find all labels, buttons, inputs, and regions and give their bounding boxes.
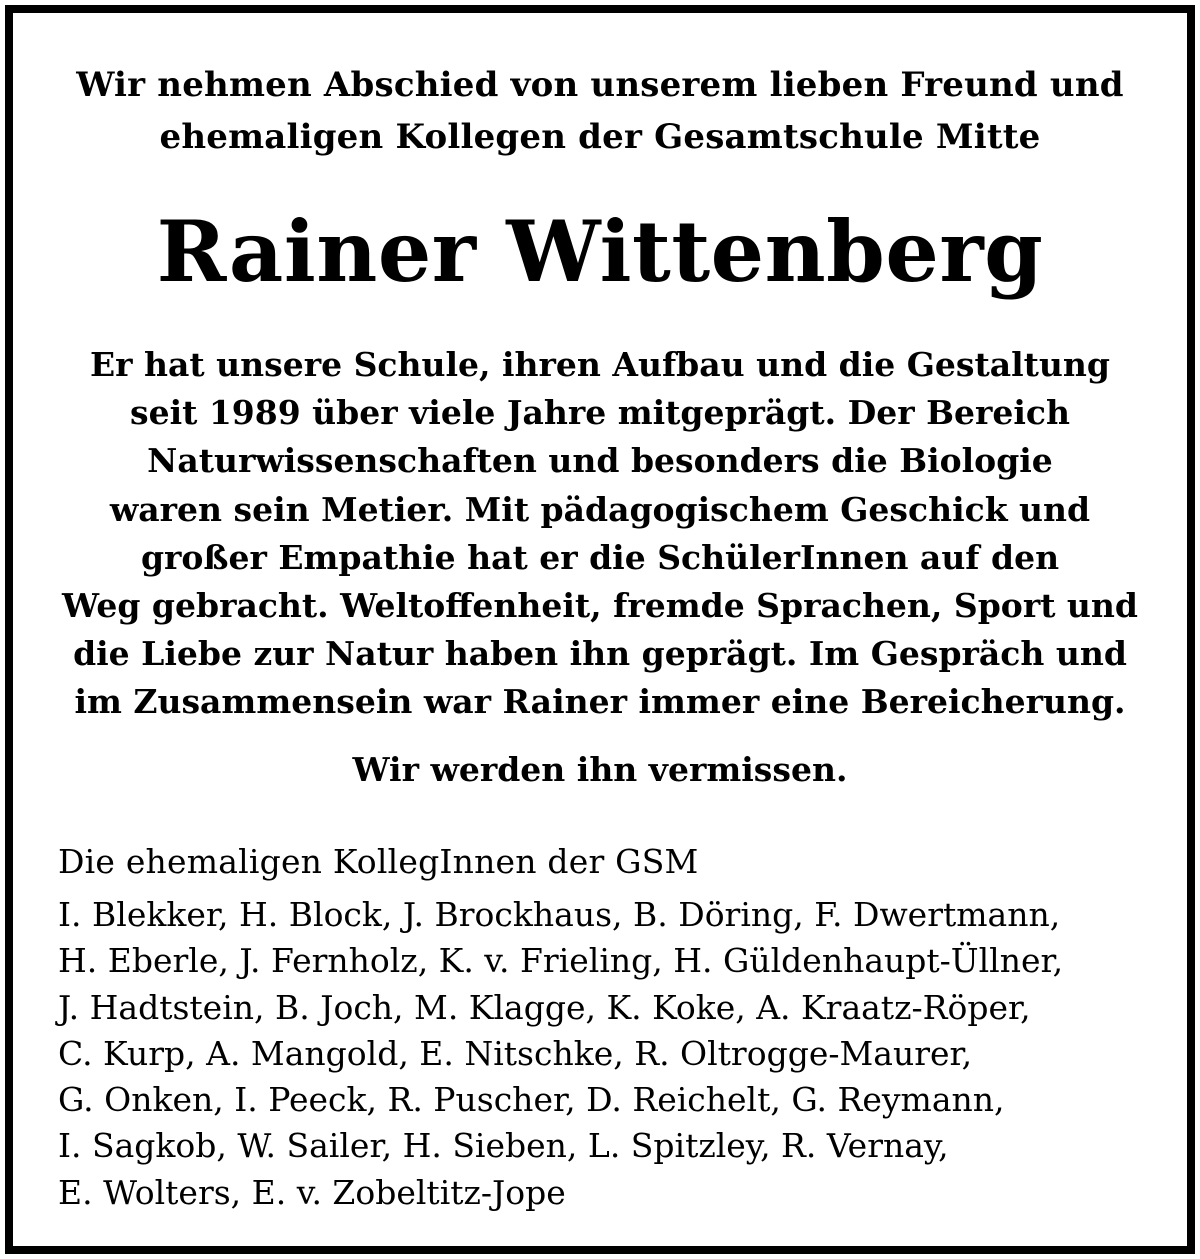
tribute-line: seit 1989 über viele Jahre mitgeprägt. Der Bereich	[130, 393, 1070, 433]
signature-line: I. Blekker, H. Block, J. Brockhaus, B. Döring, F. Dwertmann,	[58, 895, 1061, 934]
signature-line: H. Eberle, J. Fernholz, K. v. Frieling, H. Güldenhaupt-Üllner,	[58, 941, 1064, 981]
obituary-notice	[5, 5, 1195, 1254]
signature-line: C. Kurp, A. Mangold, E. Nitschke, R. Oltrogge-Maurer,	[58, 1033, 973, 1073]
signature-line: J. Hadtstein, B. Joch, M. Klagge, K. Koke, A. Kraatz-Röper,	[58, 987, 1031, 1027]
tribute-line: Weg gebracht. Weltoffenheit, fremde Sprachen, Sport und	[62, 586, 1138, 626]
signature-heading: Die ehemaligen KollegInnen der GSM	[58, 842, 699, 881]
signature-names	[58, 892, 1063, 1216]
deceased-name: Rainer Wittenberg	[156, 202, 1044, 301]
intro-line: ehemaligen Kollegen der Gesamtschule Mitte	[159, 117, 1041, 157]
tribute-line: die Liebe zur Natur haben ihn geprägt. Im Gespräch und	[73, 634, 1127, 674]
tribute-line: großer Empathie hat er die SchülerInnen auf den	[140, 537, 1060, 577]
signature-line: E. Wolters, E. v. Zobeltitz-Jope	[58, 1172, 566, 1212]
tribute-line: waren sein Metier. Mit pädagogischem Geschick und	[109, 489, 1091, 529]
tribute-line: Naturwissenschaften und besonders die Biologie	[147, 441, 1053, 481]
tribute-line: Er hat unsere Schule, ihren Aufbau und die Gestaltung	[90, 345, 1110, 384]
intro-text	[13, 59, 1187, 163]
tribute-text	[13, 341, 1187, 727]
closing-line: Wir werden ihn vermissen.	[352, 750, 848, 789]
intro-line: Wir nehmen Abschied von unserem lieben Freund und	[76, 65, 1124, 105]
signature-line: G. Onken, I. Peeck, R. Puscher, D. Reichelt, G. Reymann,	[58, 1080, 1005, 1120]
signature-line: I. Sagkob, W. Sailer, H. Sieben, L. Spitzley, R. Vernay,	[58, 1126, 949, 1166]
tribute-line: im Zusammensein war Rainer immer eine Bereicherung.	[74, 682, 1126, 722]
